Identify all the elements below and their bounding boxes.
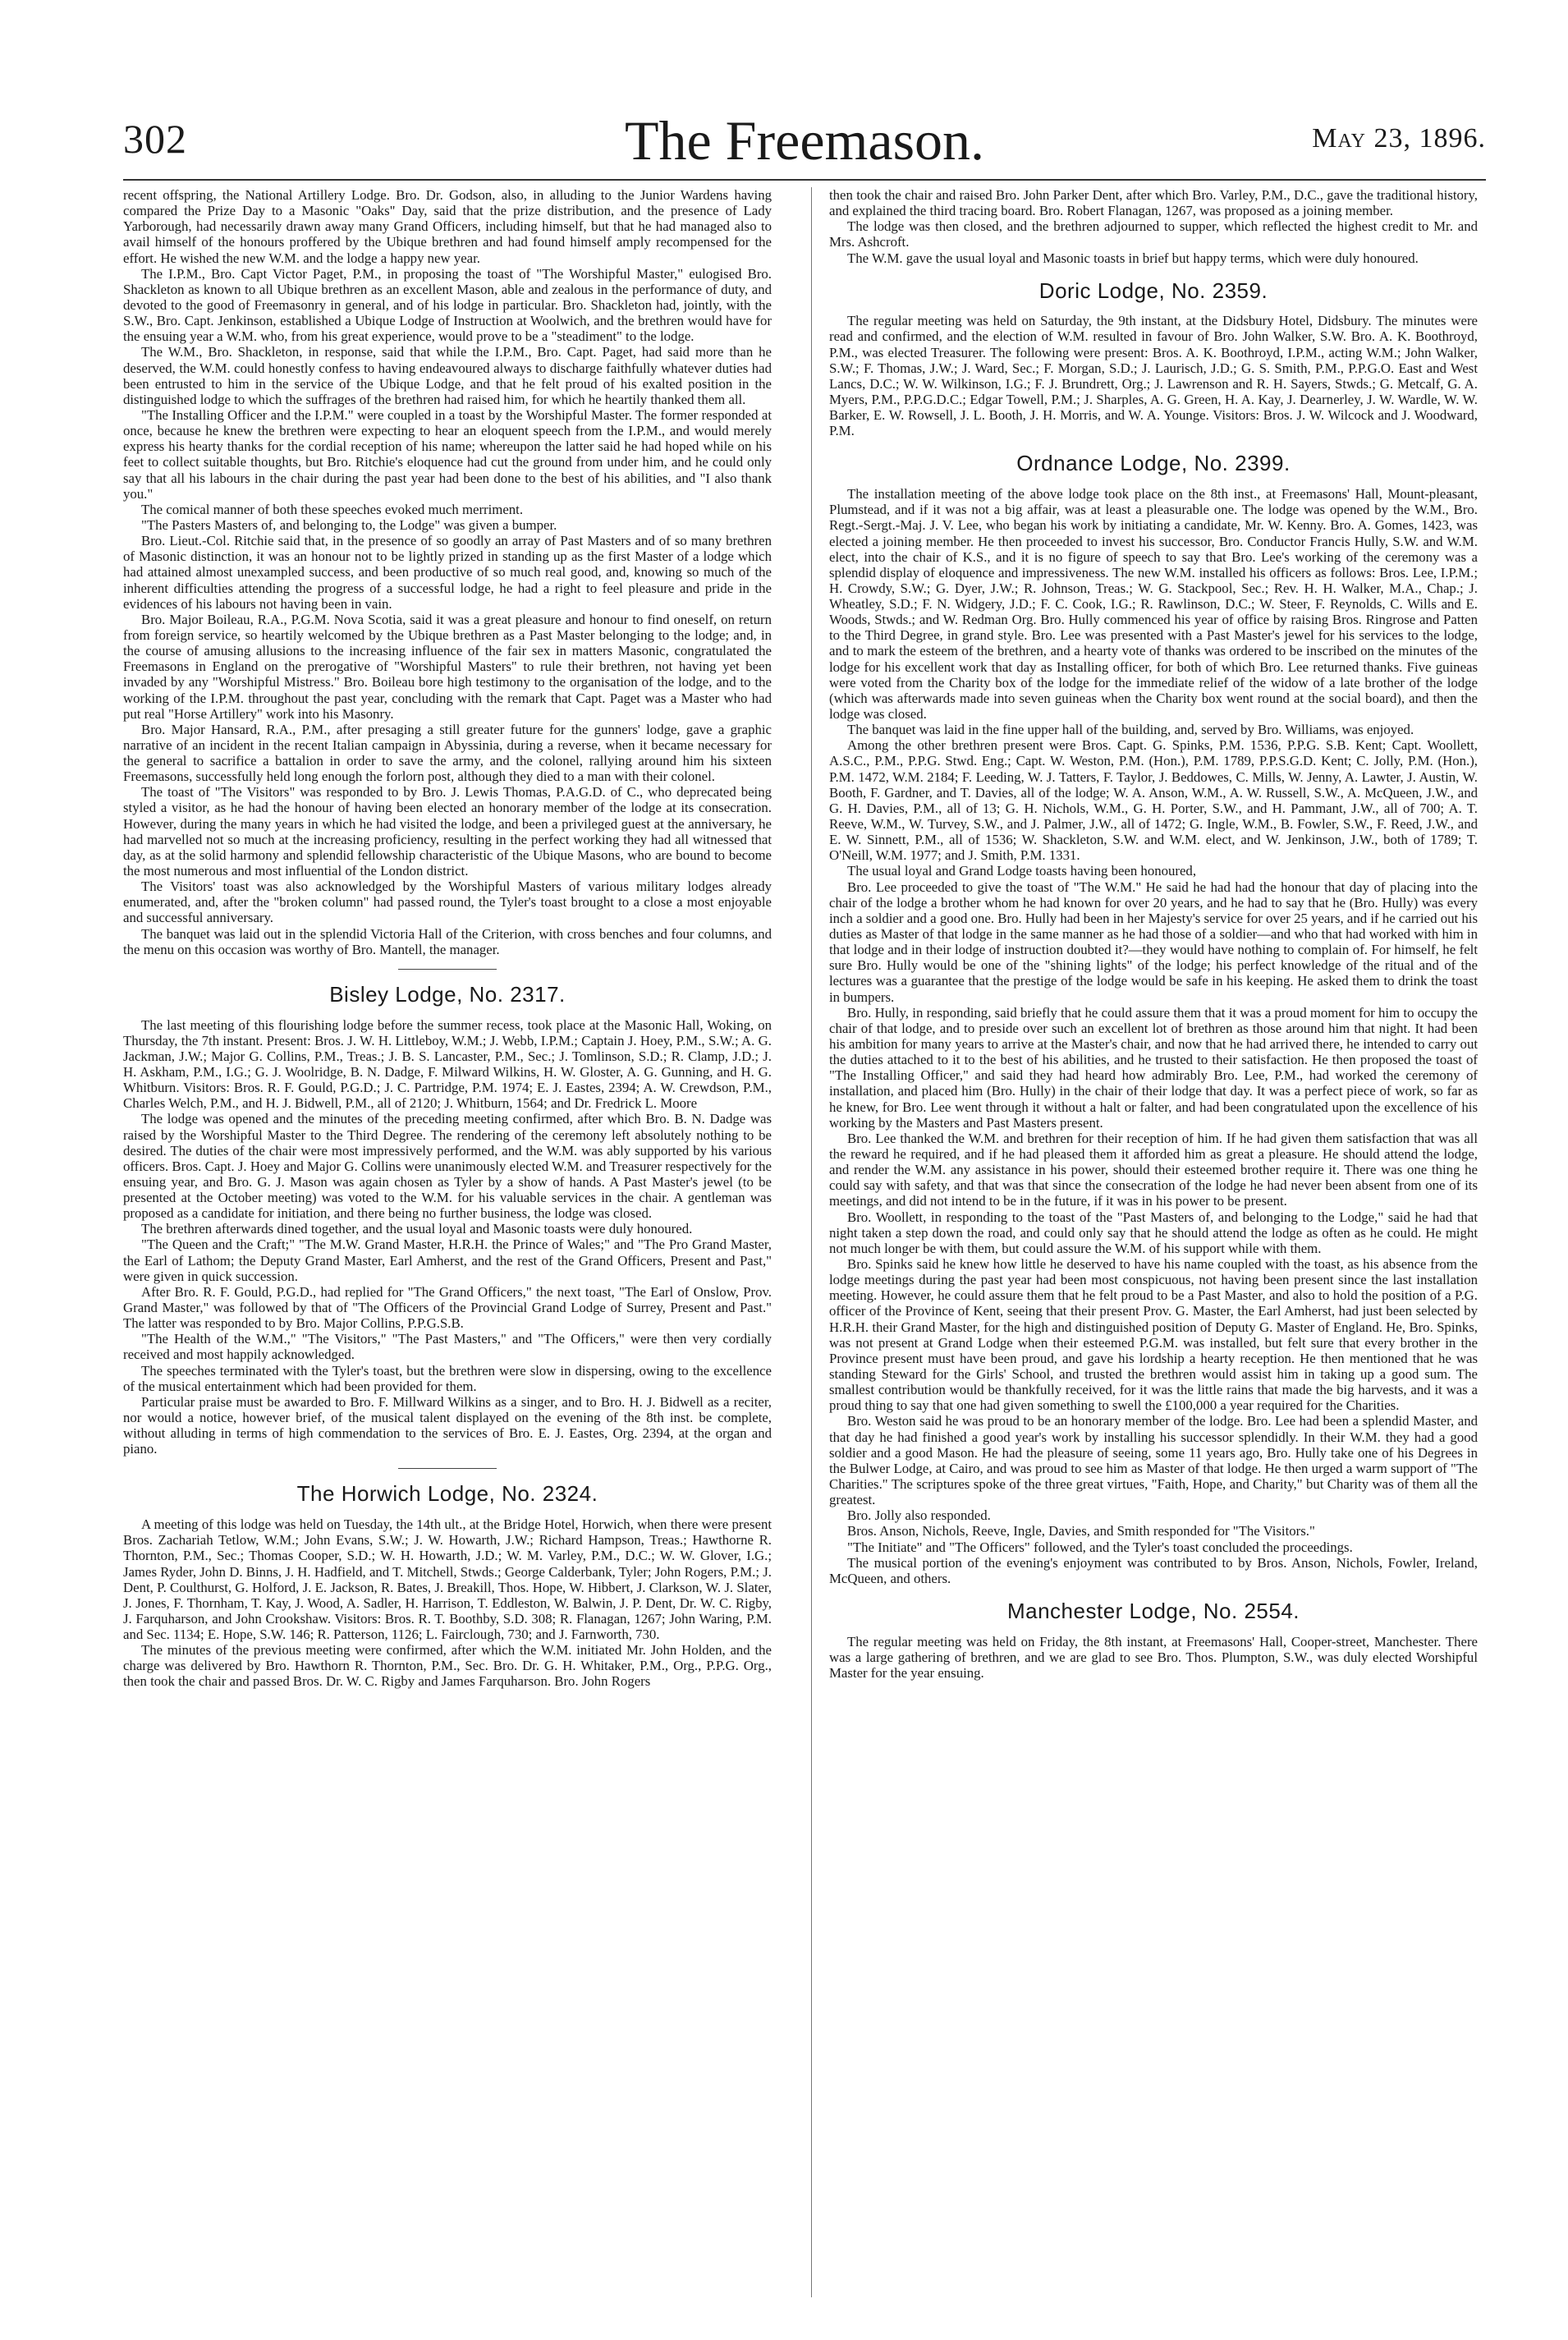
masthead <box>123 109 1486 181</box>
article-paragraph: Bro. Lee thanked the W.M. and brethren for their reception of him. If he had given them satisfaction that was all the reward he required, and if he had pleased them it afforded him as great a pleasure. He should attend the lodge, and render the W.M. any assistance in his power, should their esteemed brother require it. There was one thing he could say with safety, and that was that since the consecration of the lodge he had never been absent from one of its meetings, and did not intend to be in the future, if it was in his power to be present. <box>829 1130 1478 1209</box>
section-heading: The Horwich Lodge, No. 2324. <box>296 1481 598 1507</box>
article-paragraph: Bro. Lieut.-Col. Ritchie said that, in the presence of so goodly an array of Past Masters and of so many brethren of Masonic distinction, it was an honour not to be lightly prized in standing up as the first Master of a lodge which had attained almost unexampled success, and been productive of so much real good, and, knowing so much of the inherent difficulties attending the progress of a successful lodge, he had a right to feel pleasure and pride in the evidences of his labours not having been in vain. <box>123 533 772 612</box>
ordnance-lodge-article <box>829 452 1478 1585</box>
article-paragraph: The musical portion of the evening's enjoyment was contributed to by Bros. Anson, Nichols, Fowler, Ireland, McQueen, and others. <box>829 1554 1478 1586</box>
article-paragraph: "The Initiate" and "The Officers" followed, and the Tyler's toast concluded the proceedings. <box>847 1539 1353 1555</box>
article-paragraph: then took the chair and raised Bro. John Parker Dent, after which Bro. Varley, P.M., D.C., gave the traditional history, and explained the third tracing board. Bro. Robert Flanagan, 1267, was proposed as a joining member. <box>829 187 1478 219</box>
article-paragraph: "The Pasters Masters of, and belonging to, the Lodge" was given a bumper. <box>141 516 557 533</box>
article-paragraph: The lodge was opened and the minutes of the preceding meeting confirmed, after which Bro. B. N. Dadge was raised by the Worshipful Master to the Third Degree. The rendering of the ceremony left absolutely nothing to be desired. The duties of the chair were most impressively performed, and the W.M. was ably supported by his various officers. Bros. Capt. J. Hoey and Major G. Collins were unanimously elected W.M. and Treasurer respectively for the ensuing year, and Bro. G. J. Mason was again chosen as Tyler by a show of hands. A Past Master's jewel (to be presented at the October meeting) was voted to the W.M. for his valuable services in the chair. A gentleman was proposed as a candidate for initiation, and there being no further business, the lodge was closed. <box>123 1111 772 1222</box>
article-paragraph: A meeting of this lodge was held on Tuesday, the 14th ult., at the Bridge Hotel, Horwich, when there were present Bros. Zachariah Tetlow, W.M.; John Evans, S.W.; J. W. Howarth, J.W.; Richard Hampson, Treas.; Hawthorne R. Thornton, P.M., Sec.; Thomas Cooper, S.D.; W. H. Howarth, J.D.; W. M. Varley, P.M., D.C.; W. W. Glover, I.G.; James Ryder, John D. Binns, J. H. Hadfield, and T. Mitchell, Stwds.; George Calderbank, Tyler; John Rogers, P.M.; J. Dent, P. Coulthurst, G. Holford, J. E. Jackson, R. Bates, J. Breakill, Thos. Hope, W. Hibbert, J. Clarkson, W. J. Slater, J. Jones, F. Thornham, T. Kay, J. Wood, A. Sadler, H. Harrison, T. Eddleston, W. Balwin, J. P. Dent, Dr. W. C. Rigby, J. Farquharson, and John Crookshaw. Visitors: Bros. R. T. Boothby, S.D. 308; R. Flanagan, 1267; John Waring, P.M. and Sec. 1134; E. Hope, S.W. 146; R. Patterson, 1126; L. Fairclough, 730; and J. Farnworth, 730. <box>123 1516 772 1643</box>
article-paragraph: Bros. Anson, Nichols, Reeve, Ingle, Davies, and Smith responded for "The Visitors." <box>847 1523 1315 1539</box>
article-paragraph: Bro. Major Hansard, R.A., P.M., after presaging a still greater future for the gunners' lodge, gave a graphic narrative of an incident in the recent Italian campaign in Abyssinia, during a reverse, when it became necessary for the general to sacrifice a battalion in order to save the army, and the colonel, rallying around him his sixteen Freemasons, successfully held long enough the forlorn post, although they died to a man with their colonel. <box>123 721 772 785</box>
article-paragraph: The I.P.M., Bro. Capt Victor Paget, P.M., in proposing the toast of "The Worshipful Master," eulogised Bro. Shackleton as known to all Ubique brethren as an excellent Mason, able and zealous in the performance of duty, and devoted to the good of Freemasonry in general, and of his lodge in particular. Bro. Shackleton had, jointly, with the S.W., Bro. Capt. Jenkinson, established a Ubique Lodge of Instruction at Woolwich, and the brethren would have for the ensuing year a W.M. who, from his great experience, would prove to be a "steadiment" to the lodge. <box>123 265 772 345</box>
article-paragraph: Bro. Jolly also responded. <box>847 1507 991 1524</box>
manchester-lodge-article <box>829 1599 1478 1681</box>
section-heading: Manchester Lodge, No. 2554. <box>1006 1598 1300 1623</box>
article-paragraph: Bro. Lee proceeded to give the toast of "The W.M." He said he had had the honour that day of placing into the chair of the lodge a brother whom he had known for over 20 years, and he had to say that he (Bro. Hully) was every inch a soldier and a good one. Bro. Hully had been in her Majesty's service for over 25 years, and if he carried out his duties as Master of that lodge in the same manner as he had those of a soldier—and who that had worked with him in that lodge and in their lodge of instruction doubted it?—they would have nothing to complain of. For himself, he felt sure Bro. Hully would be one of the "shining lights" of the lodge; his perfect knowledge of the ritual and of the lectures was a guarantee that the prestige of the lodge would be safe in his keeping. He asked them to drink the toast in bumpers. <box>829 879 1478 1005</box>
article-paragraph: The usual loyal and Grand Lodge toasts having been honoured, <box>847 863 1197 879</box>
article-paragraph: The toast of "The Visitors" was responded to by Bro. J. Lewis Thomas, P.A.G.D. of C., who deprecated being styled a visitor, as he had the honour of having been elected an honorary member of the lodge at its consecration. However, during the many years in which he had visited the lodge, and been a privileged guest at the anniversary, he had marvelled not so much at the increasing proficiency, resulting in the perfect working they had all witnessed that day, as at the solid harmony and splendid fellowship characteristic of the Ubique Masons, who are bound to become the most numerous and most influential of the London district. <box>123 784 772 879</box>
horwich-lodge-article <box>123 1482 772 1689</box>
article-paragraph: Bro. Weston said he was proud to be an honorary member of the lodge. Bro. Lee had been a splendid Master, and that day he had finished a good year's work by installing his successor splendidly. In their W.M. they had a good soldier and a good Mason. He had the pleasure of seeing, some 11 years ago, Bro. Hully take one of his Degrees in the Bulwer Lodge, at Cairo, and was proud to see him as Master of that lodge. He then urged a warm support of "The Charities." The scriptures spoke of the three great virtues, "Faith, Hope, and Charity," but Charity was of them all the greatest. <box>829 1413 1478 1508</box>
article-paragraph: The brethren afterwards dined together, and the usual loyal and Masonic toasts were duly honoured. <box>141 1221 693 1237</box>
article-paragraph: The last meeting of this flourishing lodge before the summer recess, took place at the Masonic Hall, Woking, on Thursday, the 7th instant. Present: Bros. J. W. H. Littleboy, W.M.; J. Webb, I.P.M.; Captain J. Hoey, P.M., S.W.; A. G. Jackman, J.W.; Major G. Collins, P.M., Treas.; J. B. S. Lancaster, P.M., Sec.; J. Tomlinson, S.D.; R. Clamp, J.D.; J. H. Askham, P.M., I.G.; G. J. Woolridge, B. N. Dadge, F. Milward Wilkins, H. W. Gloster, A. G. Gunning, and H. G. Whitburn. Visitors: Bros. R. F. Gould, P.G.D.; J. C. Partridge, P.M. 1974; E. J. Eastes, 2394; A. W. Crewdson, P.M., Charles Welch, P.M., and H. J. Bidwell, P.M., all of 2120; J. Whitburn, 1564; and Dr. Fredrick L. Moore <box>123 1016 772 1112</box>
section-heading: Doric Lodge, No. 2359. <box>1038 278 1268 303</box>
column-divider <box>811 187 812 2297</box>
horwich-continuation <box>829 187 1478 266</box>
masthead-rule <box>123 179 1486 181</box>
issue-date: May 23, 1896. <box>1312 123 1486 154</box>
article-paragraph: The lodge was then closed, and the brethren adjourned to supper, which reflected the highest credit to Mr. and Mrs. Ashcroft. <box>829 218 1478 250</box>
article-paragraph: Bro. Woollett, in responding to the toast of the "Past Masters of, and belonging to the Lodge," said he had that night taken a step down the road, and could only say that he should attend the lodge as often as he could. He might not much longer be with them, but could assure the W.M. of his support while with them. <box>829 1209 1478 1256</box>
article-paragraph: recent offspring, the National Artillery Lodge. Bro. Dr. Godson, also, in alluding to the Junior Wardens having compared the Prize Day to a Masonic "Oaks" Day, said that the prize distribution, and the presence of Lady Yarborough, had necessarily drawn away many Grand Officers, including himself, but that he had managed also to avail himself of the honours proffered by the Ubique brethren and had found himself amply recompensed for the effort. He wished the new W.M. and the lodge a happy new year. <box>123 187 772 266</box>
article-paragraph: The Visitors' toast was also acknowledged by the Worshipful Masters of various military lodges already enumerated, and, after the "broken column" had passed round, the Tyler's toast brought to a close a most enjoyable and successful anniversary. <box>123 879 772 926</box>
section-divider <box>398 1468 497 1469</box>
article-paragraph: The W.M. gave the usual loyal and Masonic toasts in brief but happy terms, which were duly honoured. <box>847 250 1419 266</box>
doric-lodge-article <box>829 279 1478 439</box>
left-column <box>123 187 772 2297</box>
article-paragraph: The minutes of the previous meeting were confirmed, after which the W.M. initiated Mr. John Holden, and the charge was delivered by Bro. Hawthorn R. Thornton, P.M., Sec. Bro. Dr. G. H. Whitaker, P.M., Org., P.P.G. Org., then took the chair and passed Bros. Dr. W. C. Rigby and James Farquharson. Bro. John Rogers <box>123 1642 772 1690</box>
article-paragraph: "The Queen and the Craft;" "The M.W. Grand Master, H.R.H. the Prince of Wales;" and "The Pro Grand Master, the Earl of Lathom; the Deputy Grand Master, Earl Amherst, and the rest of the Grand Officers, Present and Past," were given in quick succession. <box>123 1237 772 1284</box>
section-heading: Ordnance Lodge, No. 2399. <box>1016 451 1291 476</box>
page-number: 302 <box>123 116 187 162</box>
right-column <box>829 187 1478 2297</box>
article-paragraph: Among the other brethren present were Bros. Capt. G. Spinks, P.M. 1536, P.P.G. S.B. Kent; Capt. Woollett, A.S.C., P.M., P.P.G. Stwd. Eng.; Capt. W. Weston, P.M. (Hon.), P.M. 1789, P.P.S.G.D. Kent; C. Jolly, P.M. (Hon.), P.M. 1472, W.M. 2184; F. Leeding, W. J. Tatters, F. Taylor, J. Beddowes, C. Mills, W. Jenny, A. Lawter, J. Austin, W. Booth, F. Gardner, and T. Davies, all of the lodge; W. A. Anson, W.M., A. W. Russell, S.W., A. McQueen, J.W., and G. H. Davies, P.M., all of 13; G. H. Nichols, W.M., G. H. Porter, S.W., and H. Pammant, J.W., all of 700; A. T. Reeve, W.M., W. Turvey, S.W., and J. Palmer, J.W., all of 1472; G. Ingle, W.M., B. Fowler, S.W., F. Reed, J.W., and E. W. Sinnett, P.M., all of 1536; W. Shackleton, S.W. and W.M. elect, and W. Jenkinson, J.W., both of 1789; T. O'Neill, W.M. 1977; and J. Smith, P.M. 1331. <box>829 737 1478 864</box>
bisley-lodge-article <box>123 983 772 1457</box>
article-paragraph: The banquet was laid in the fine upper hall of the building, and, served by Bro. Williams, was enjoyed. <box>847 722 1414 738</box>
article-paragraph: The W.M., Bro. Shackleton, in response, said that while the I.P.M., Bro. Capt. Paget, had said more than he deserved, the W.M. could honestly confess to having endeavoured always to discharge faithfully whatever duties had been entrusted to him in the service of the Ubique Lodge, and that he felt proud of his exalted position in the distinguished lodge to which the suffrages of the brethren had raised him, for which he heartily thanked them all. <box>123 344 772 407</box>
article-paragraph: The banquet was laid out in the splendid Victoria Hall of the Criterion, with cross benches and four columns, and the menu on this occasion was worthy of Bro. Mantell, the manager. <box>123 925 772 957</box>
article-paragraph: The speeches terminated with the Tyler's toast, but the brethren were slow in dispersing, owing to the excellence of the musical entertainment which had been provided for them. <box>123 1362 772 1394</box>
article-paragraph: The regular meeting was held on Friday, the 8th instant, at Freemasons' Hall, Cooper-street, Manchester. There was a large gathering of brethren, and we are glad to see Bro. Thos. Plumpton, S.W., was duly elected Worshipful Master for the year ensuing. <box>829 1633 1478 1681</box>
newspaper-title: The Freemason. <box>624 109 985 172</box>
article-paragraph: Bro. Spinks said he knew how little he deserved to have his name coupled with the toast, as his absence from the lodge meetings during the past year had been most conspicuous, not having been present since the last installation meeting. However, he could assure them that he felt proud to be a Past Master, and also to hold the position of a P.G. officer of the Province of Kent, seeing that their present Prov. G. Master, the Earl Amherst, had just been selected by H.R.H. their Grand Master, for the high and distinguished position of Deputy G. Master of England. He, Bro. Spinks, was not present at Grand Lodge when their esteemed P.G.M. was installed, but felt sure that every brother in the Province present must have been proud, and gave his lordship a hearty reception. He then mentioned that he was standing Steward for the Girls' School, and trusted the brethren would assist him in taking up a good sum. The smallest contribution would be thankfully received, for it was the little rains that made the big harvests, and it was a proud thing to say that one had given something to swell the £100,000 a year required for the Charities. <box>829 1255 1478 1414</box>
section-heading: Bisley Lodge, No. 2317. <box>329 981 566 1007</box>
article-paragraph: The regular meeting was held on Saturday, the 9th instant, at the Didsbury Hotel, Didsbury. The minutes were read and confirmed, and the election of W.M. resulted in favour of Bro. John Walker, S.W. Bro. A. K. Boothroyd, P.M., was elected Treasurer. The following were present: Bros. A. K. Boothroyd, I.P.M., acting W.M.; John Walker, S.W.; F. Thomas, J.W.; J. Ward, Sec.; F. Morgan, S.D.; J. Laurisch, J.D.; G. S. Smith, P.M., P.P.G.O. East and West Lancs, D.C.; W. W. Wilkinson, I.G.; F. J. Brundrett, Org.; J. Lawrenson and R. H. Sayers, Stwds.; G. Metcalf, G. A. Myers, P.M., P.P.G.D.C.; Edgar Towell, P.M.; J. Sharples, A. G. Green, H. A. Kay, J. Dearnerley, J. W. Wardle, W. W. Barker, E. W. Rowsell, J. L. Booth, J. H. Morris, and W. A. Younge. Visitors: Bros. J. W. Wilcock and J. Woodward, P.M. <box>829 313 1478 439</box>
article-paragraph: "The Health of the W.M.," "The Visitors," "The Past Masters," and "The Officers," were then very cordially received and most happily acknowledged. <box>123 1331 772 1363</box>
article-paragraph: Bro. Major Boileau, R.A., P.G.M. Nova Scotia, said it was a great pleasure and honour to find oneself, on return from foreign service, so heartily welcomed by the Ubique brethren as a Past Master belonging to the lodge; and, in the course of amusing allusions to the increasing influence of the fair sex in matters Masonic, congratulated the Freemasons in England on the prerogative of "Worshipful Masters" to rule their brethren, not having yet been invaded by any "Worshipful Mistress." Bro. Boileau bore high testimony to the organisation of the lodge, and to the working of the I.P.M. throughout the past year, concluding with the remark that Capt. Paget was a Master who had put real "Horse Artillery" work into his Masonry. <box>123 611 772 722</box>
article-paragraph: The installation meeting of the above lodge took place on the 8th inst., at Freemasons' Hall, Mount-pleasant, Plumstead, and if it was not a big affair, was at least a pleasurable one. The lodge was opened by the W.M., Bro. Regt.-Sergt.-Maj. J. V. Lee, who began his work by initiating a candidate, Mr. W. Kenny. Bro. A. Gomes, 1423, was elected a joining member. He then proceeded to invest his successor, Bro. Conductor Francis Hully, S.W. and W.M. elect, into the chair of K.S., and it is no figure of speech to say that Bro. Lee's working of the ceremony was a splendid display of eloquence and impressiveness. The new W.M. installed his officers as follows: Bros. Lee, I.P.M.; H. Crowdy, S.W.; G. Dyer, J.W.; R. Johnson, Treas.; W. G. Stackpool, Sec.; Rev. H. H. Walker, M.A., Chap.; J. Wheatley, S.D.; F. N. Widgery, J.D.; F. C. Cook, I.G.; R. Rawlinson, D.C.; W. Steer, F. Reynolds, C. Wills and E. Woods, Stwds.; and W. Redman Org. Bro. Hully commenced his year of office by raising Bros. Ringrose and Patten to the Third Degree, in grand style. Bro. Lee was presented with a Past Master's jewel for his services to the lodge, and to mark the esteem of the brethren, and a hearty vote of thanks was ordered to be inscribed on the minutes of the lodge for his excellent work that day as Installing officer, for both of which Bro. Lee returned thanks. Five guineas were voted from the Charity box of the lodge for the immediate relief of the widow of a late brother of the lodge (which was afterwards made into seven guineas when the Charity box went round at the social board), and then the lodge was closed. <box>829 486 1478 723</box>
article-paragraph: "The Installing Officer and the I.P.M." were coupled in a toast by the Worshipful Master. The former responded at once, because he knew the brethren were expecting to hear an eloquent speech from the I.P.M., and would merely express his hearty thanks for the cordial reception of his name; whereupon the latter said he had hoped while on his feet to collect suitable thoughts, but Bro. Ritchie's eloquence had cut the ground from under him, and he could only say that all his labours in the chair during the past year had been done to the best of his abilities, and "I also thank you." <box>123 406 772 502</box>
article-paragraph: Particular praise must be awarded to Bro. F. Millward Wilkins as a singer, and to Bro. H. J. Bidwell as a reciter, nor would a notice, however brief, of the musical talent displayed on the evening of the 8th inst. be complete, without alluding in terms of high commendation to the services of Bro. E. J. Eastes, Org. 2394, at the organ and piano. <box>123 1393 772 1457</box>
ubique-continuation <box>123 187 772 957</box>
article-paragraph: The comical manner of both these speeches evoked much merriment. <box>141 501 524 517</box>
section-divider <box>398 969 497 970</box>
article-paragraph: Bro. Hully, in responding, said briefly that he could assure them that it was a proud moment for him to occupy the chair of that lodge, and to preside over such an excellent lot of brethren as those around him that night. It had been his ambition for many years to arrive at the Master's chair, and now that he had arrived there, he intended to carry out the duties attached to it to the best of his abilities, and he trusted to their satisfaction. He then proposed the toast of "The Installing Officer," and said they had heard how admirably Bro. Lee, P.M., had worked the ceremony of installation, and placed him (Bro. Hully) in the chair of their lodge that day. It was a perfect piece of work, so far as he knew, for Bro. Lee went through it without a halt or falter, and had been congratulated upon the excellence of his working by the Masters and Past Masters present. <box>829 1004 1478 1131</box>
article-paragraph: After Bro. R. F. Gould, P.G.D., had replied for "The Grand Officers," the next toast, "The Earl of Onslow, Prov. Grand Master," was followed by that of "The Officers of the Provincial Grand Lodge of Surrey, Present and Past." The latter was responded to by Bro. Major Collins, P.P.G.S.B. <box>123 1283 772 1332</box>
